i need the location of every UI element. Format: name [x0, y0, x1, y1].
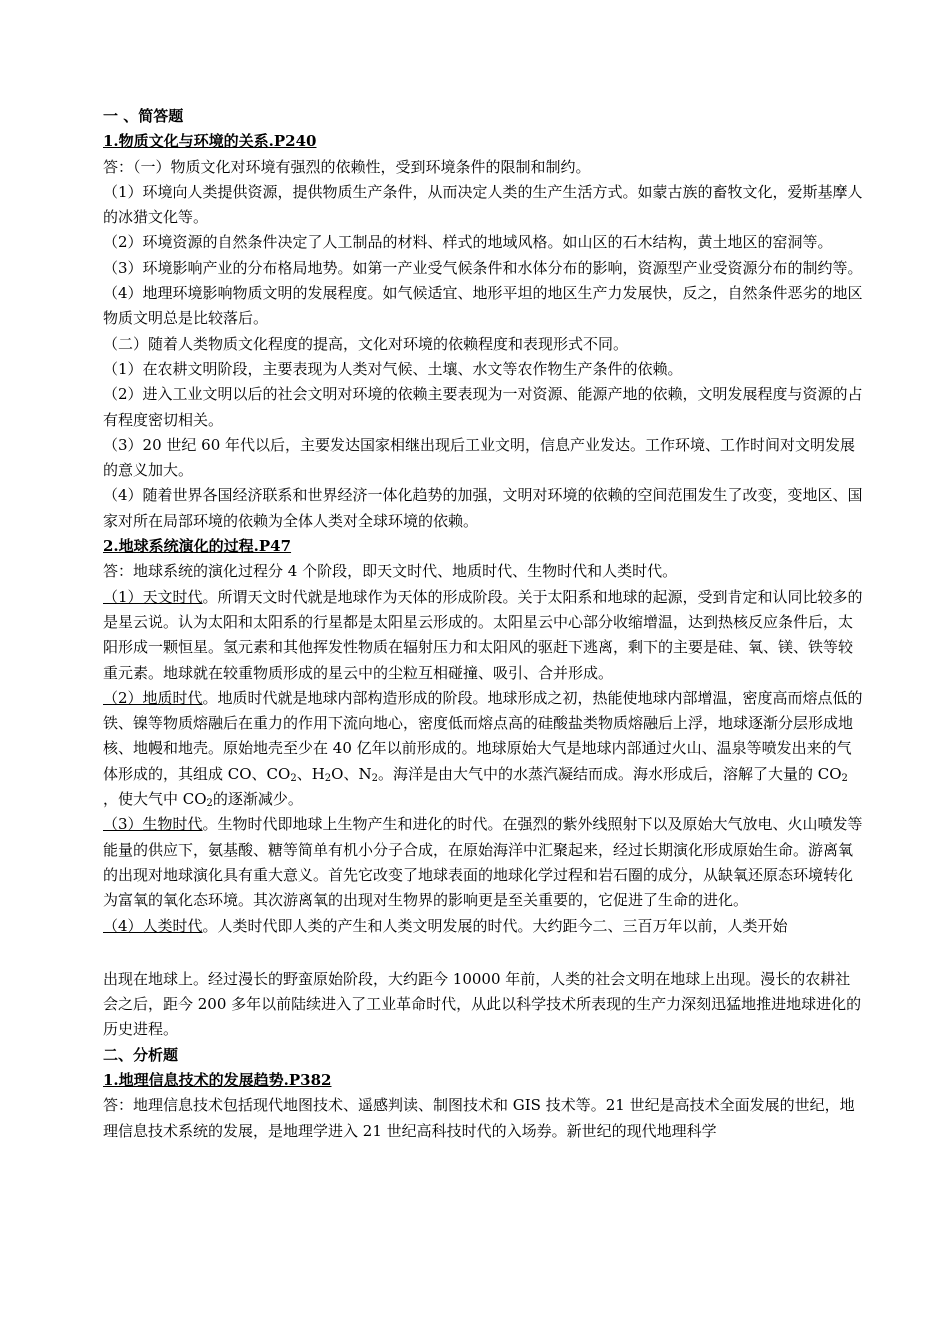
stage-text: 的逐渐减少。 [212, 790, 303, 809]
stage-paragraph-astronomical [103, 585, 863, 686]
stage-text: 。人类时代即人类的产生和人类文明发展的时代。大约距今二、三百万年以前，人类开始 [202, 916, 788, 935]
question-title-3: 1.地理信息技术的发展趋势.P382 [103, 1070, 332, 1089]
subscript: 2 [290, 772, 297, 784]
stage-text: 。所谓天文时代就是地球作为天体的形成阶段。关于太阳系和地球的起源，受到肯定和认同比较多的是星云说。认为太阳和太阳系的行星都是太阳星云形成的。太阳星云中心部分收缩增温，达到热核反应条件后，太阳形成一颗恒星。氢元素和其他挥发性物质在辐射压力和太阳风的驱赶下逃离，剩下的主要是硅、氧、镁、铁等较重元素。地球就在较重物质形成的星云中的尘粒互相碰撞、吸引、合并形成。 [103, 587, 863, 682]
answer-line: 答：（一）物质文化对环境有强烈的依赖性，受到环境条件的限制和制约。 [103, 157, 591, 176]
subscript: 2 [841, 772, 848, 784]
answer-line: （1）在农耕文明阶段，主要表现为人类对气候、土壤、水文等农作物生产条件的依赖。 [103, 359, 683, 378]
answer-intro: 答：地球系统的演化过程分 4 个阶段，即天文时代、地质时代、生物时代和人类时代。 [103, 562, 678, 581]
answer-line: （2）环境资源的自然条件决定了人工制品的材料、样式的地域风格。如山区的石木结构，黄土地区的窑洞等。 [103, 233, 833, 252]
stage-text: 。地质时代就是地球内部构造形成的阶段。地球形成之初，热能使地球内部增温，密度高而熔点低的铁、镍等物质熔融后在重力的作用下流向地心，密度低而熔点高的硅酸盐类物质熔融后上浮，地球逐渐分层形成地核、地幔和地壳。原始地壳至少在 40 亿年以前形成的。地球原始大气是地球内部通过火山、温泉等喷发出来的气体形成的，其组成 CO、CO [103, 688, 863, 783]
stage-label: （3）生物时代 [103, 815, 203, 834]
stage-paragraph-geological [103, 686, 863, 812]
stage-label: （2）地质时代 [103, 688, 203, 707]
subscript: 2 [324, 772, 332, 784]
answer-line: （2）进入工业文明以后的社会文明对环境的依赖主要表现为一对资源、能源产地的依赖，文明发展程度与资源的占有程度密切相关。 [103, 385, 863, 429]
section-heading-analysis: 二、分析题 [103, 1045, 179, 1064]
answer-line: （4）随着世界各国经济联系和世界经济一体化趋势的加强，文明对环境的依赖的空间范围发生了改变，变地区、国家对所在局部环境的依赖为全体人类对全球环境的依赖。 [103, 486, 863, 530]
answer-line: （3）环境影响产业的分布格局地势。如第一产业受气候条件和水体分布的影响，资源型产业受资源分布的制约等。 [103, 258, 863, 277]
question-title-2: 2.地球系统演化的过程.P47 [103, 537, 292, 556]
stage-text: ，使大气中 CO [103, 790, 207, 809]
answer-line: （4）地理环境影响物质文明的发展程度。如气候适宜、地形平坦的地区生产力发展快，反之，自然条件恶劣的地区物质文明总是比较落后。 [103, 284, 863, 328]
stage-label: （4）人类时代 [103, 916, 203, 935]
answer-paragraph: 答：地理信息技术包括现代地图技术、遥感判读、制图技术和 GIS 技术等。21 世纪是高技术全面发展的世纪，地理信息技术系统的发展，是地理学进入 21 世纪高科技时代的入场券。新世纪的现代地理科学 [103, 1096, 855, 1140]
stage-text: 、H [296, 764, 325, 783]
answer-line: （3）20 世纪 60 年代以后，主要发达国家相继出现后工业文明，信息产业发达。工作环境、工作时间对文明发展的意义加大。 [103, 435, 856, 480]
stage-paragraph-human-continued: 出现在地球上。经过漫长的野蛮原始阶段，大约距今 10000 年前，人类的社会文明在地球上出现。漫长的农耕社会之后，距今 200 多年以前陆续进入了工业革命时代，从此以科学技术所表现的生产力深刻迅猛地推进地球进化的历史进程。 [103, 969, 862, 1039]
stage-label: （1）天文时代 [103, 587, 203, 606]
subscript: 2 [371, 772, 378, 784]
stage-text: 。生物时代即地球上生物产生和进化的时代。在强烈的紫外线照射下以及原始大气放电、火山喷发等能量的供应下，氨基酸、糖等简单有机小分子合成，在原始海洋中汇聚起来，经过长期演化形成原始生命。游离氧的出现对地球演化具有重大意义。首先它改变了地球表面的地球化学过程和岩石圈的成分，从缺氧还原态环境转化为富氧的氧化态环境。其次游离氧的出现对生物界的影响更是至关重要的，它促进了生命的进化。 [103, 815, 863, 910]
section-heading-short-answer: 一 、简答题 [103, 107, 184, 125]
stage-text: 。海洋是由大气中的水蒸汽凝结而成。海水形成后，溶解了大量的 CO [377, 764, 842, 783]
stage-text: O、N [331, 764, 372, 783]
document-body [103, 104, 863, 1144]
page-break-gap [103, 939, 863, 967]
question-title-1: 1.物质文化与环境的关系.P240 [103, 132, 317, 151]
subscript: 2 [206, 798, 213, 810]
stage-paragraph-human [103, 914, 863, 939]
answer-line: （二）随着人类物质文化程度的提高，文化对环境的依赖程度和表现形式不同。 [103, 334, 629, 353]
stage-paragraph-biological [103, 812, 863, 913]
answer-line: （1）环境向人类提供资源，提供物质生产条件，从而决定人类的生产生活方式。如蒙古族的畜牧文化，爱斯基摩人的冰猎文化等。 [103, 182, 863, 227]
